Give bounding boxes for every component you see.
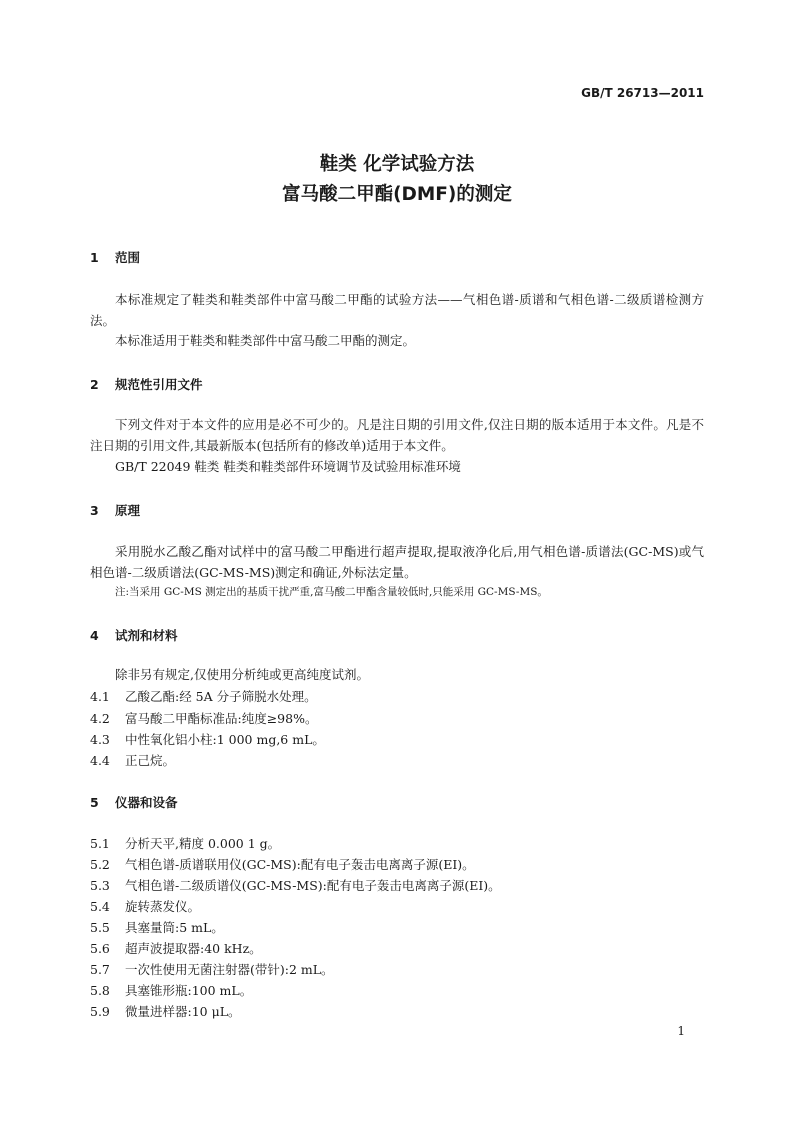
section-1-paragraph-2: 本标准适用于鞋类和鞋类部件中富马酸二甲酯的测定。 [115, 333, 416, 348]
item-text: 分析天平,精度 0.000 1 g。 [125, 836, 281, 851]
item-number: 5.1 [90, 836, 110, 851]
item-text: 一次性使用无菌注射器(带针):2 mL。 [125, 962, 334, 977]
list-item [90, 834, 280, 852]
item-text: 具塞量筒:5 mL。 [125, 920, 224, 935]
list-item [90, 939, 262, 957]
section-title: 试剂和材料 [115, 628, 178, 643]
list-item [90, 876, 501, 894]
item-text: 富马酸二甲酯标准品:纯度≥98%。 [125, 711, 318, 726]
item-number: 4.1 [90, 689, 110, 704]
section-1-paragraph-1: 本标准规定了鞋类和鞋类部件中富马酸二甲酯的试验方法——气相色谱-质谱和气相色谱-二级质谱检测方法。 [90, 292, 704, 328]
item-number: 5.5 [90, 920, 110, 935]
list-item [90, 897, 200, 915]
list-item [90, 730, 325, 748]
item-number: 4.4 [90, 753, 110, 768]
item-number: 5.7 [90, 962, 110, 977]
section-4-intro: 除非另有规定,仅使用分析纯或更高纯度试剂。 [115, 667, 369, 682]
item-text: 超声波提取器:40 kHz。 [125, 941, 262, 956]
list-item [90, 751, 175, 769]
item-number: 5.9 [90, 1004, 110, 1019]
section-2-heading [90, 375, 203, 393]
item-text: 中性氧化铝小柱:1 000 mg,6 mL。 [125, 732, 325, 747]
item-number: 5.8 [90, 983, 110, 998]
standard-number: GB/T 26713—2011 [581, 86, 704, 100]
section-title: 原理 [115, 503, 141, 518]
title-line-1: 鞋类 化学试验方法 [319, 154, 475, 175]
section-2-reference: GB/T 22049 鞋类 鞋类和鞋类部件环境调节及试验用标准环境 [115, 459, 461, 474]
item-number: 5.3 [90, 878, 110, 893]
item-text: 具塞锥形瓶:100 mL。 [125, 983, 253, 998]
item-number: 4.3 [90, 732, 110, 747]
item-number: 5.6 [90, 941, 110, 956]
section-3-heading [90, 501, 140, 519]
list-item [90, 709, 317, 727]
section-number: 4 [90, 628, 99, 643]
section-number: 3 [90, 503, 99, 518]
section-number: 5 [90, 795, 99, 810]
section-number: 2 [90, 377, 99, 392]
list-item [90, 1002, 241, 1020]
list-item [90, 918, 224, 936]
item-number: 5.2 [90, 857, 110, 872]
section-title: 规范性引用文件 [115, 377, 203, 392]
item-text: 旋转蒸发仪。 [125, 899, 201, 914]
section-4-heading [90, 626, 178, 644]
item-text: 乙酸乙酯:经 5A 分子筛脱水处理。 [125, 689, 317, 704]
section-5-heading [90, 793, 178, 811]
list-item [90, 687, 317, 705]
section-number: 1 [90, 250, 99, 265]
page-number: 1 [677, 1024, 685, 1038]
section-3-paragraph-1: 采用脱水乙酸乙酯对试样中的富马酸二甲酯进行超声提取,提取液净化后,用气相色谱-质谱法(GC-MS)或气相色谱-二级质谱法(GC-MS-MS)测定和确证,外标法定量。 [90, 544, 704, 580]
section-1-heading [90, 248, 140, 266]
title-line-2: 富马酸二甲酯(DMF)的测定 [282, 184, 512, 205]
section-title: 仪器和设备 [115, 795, 178, 810]
list-item [90, 981, 252, 999]
item-text: 气相色谱-二级质谱仪(GC-MS-MS):配有电子轰击电离离子源(EI)。 [125, 878, 501, 893]
item-text: 气相色谱-质谱联用仪(GC-MS):配有电子轰击电离离子源(EI)。 [125, 857, 475, 872]
item-text: 微量进样器:10 μL。 [125, 1004, 241, 1019]
item-number: 5.4 [90, 899, 110, 914]
section-3-note: 注:当采用 GC-MS 测定出的基质干扰严重,富马酸二甲酯含量较低时,只能采用 GC-MS-MS。 [115, 586, 548, 598]
item-text: 正己烷。 [125, 753, 176, 768]
list-item [90, 855, 475, 873]
list-item [90, 960, 334, 978]
section-2-paragraph-1: 下列文件对于本文件的应用是必不可少的。凡是注日期的引用文件,仅注日期的版本适用于本文件。凡是不注日期的引用文件,其最新版本(包括所有的修改单)适用于本文件。 [90, 417, 704, 453]
section-title: 范围 [115, 250, 141, 265]
item-number: 4.2 [90, 711, 110, 726]
